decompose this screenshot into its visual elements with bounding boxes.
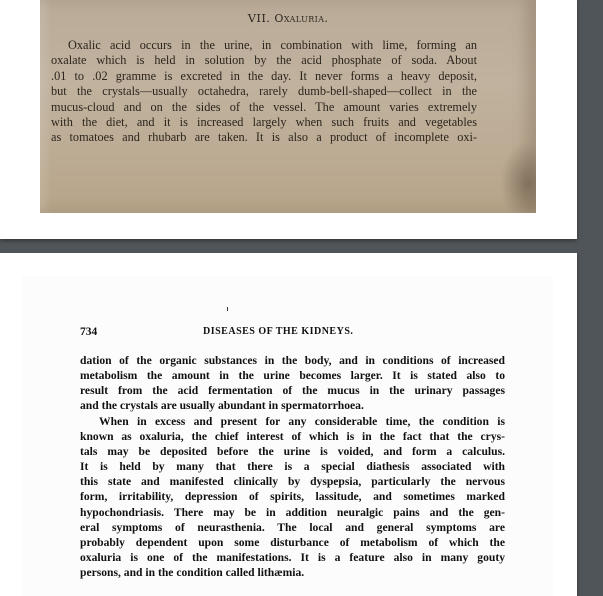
running-title: DISEASES OF THE KIDNEYS. [203,326,354,337]
text-line: oxalate which is held in solution by the acid phosphate of soda. About [51,53,477,68]
text-line: metabolism the amount in the urine becomes larger. It is stated also to [80,369,505,383]
text-line: as tomatoes and rhubarb are taken. It is also a product of incomplete oxi- [51,130,477,145]
text-line: and the crystals are usually abundant in spermatorrhoea. [80,399,364,413]
text-line: persons, and in the condition called lithæmia. [80,566,305,580]
chapter-title: Oxaluria. [274,12,329,25]
text-line: It is held by many that there is a special diathesis associated with [80,460,505,474]
page-1-scan-image [40,0,536,213]
text-line: result from the acid fermentation of the mucus in the urinary passages [80,384,505,398]
text-line: but the crystals—usually octahedra, rarely dumb-bell-shaped—collect in the [51,84,477,99]
text-line: dation of the organic substances in the body, and in conditions of increased [80,354,505,367]
text-line: this state and manifested clinically by dyspepsia, particularly the nervous [80,475,505,489]
text-line: with the diet, and it is increased largely when such fruits and vegetables [51,115,477,130]
text-line: Oxalic acid occurs in the urine, in combination with lime, forming an [68,38,477,52]
text-line: hypochondriasis. There may be in addition neuralgic pains and the gen- [80,505,505,519]
text-line: tals may be deposited before the urine is voided, and form a calculus. [80,444,505,458]
chapter-numeral: VII. [247,11,271,25]
text-line: known as oxaluria, the chief interest of which is in the fact that the crys- [80,429,505,443]
scan-mark [227,307,228,311]
page-2-body [80,353,505,580]
text-line: When in excess and present for any considerable time, the condition is [99,414,505,428]
text-line: form, irritability, depression of spirits, lassitude, and sometimes marked [80,490,505,504]
chapter-heading [40,11,536,25]
text-line: oxaluria is one of the manifestations. It is a feature also in many gouty [80,551,505,565]
document-page-2 [0,253,577,596]
page-1-paragraph [51,38,477,146]
text-line: .01 to .02 gramme is excreted in the day. It never forms a heavy deposit, [51,68,477,83]
page-number: 734 [80,326,98,338]
page-2-scan [22,276,553,596]
text-line: mucus-cloud and on the sides of the vessel. The amount varies extremely [51,99,477,114]
text-line: eral symptoms of neurasthenia. The local and general symptoms are [80,520,505,534]
text-line: probably dependent upon some disturbance of metabolism of which the [80,535,505,549]
document-page-1 [0,0,577,239]
